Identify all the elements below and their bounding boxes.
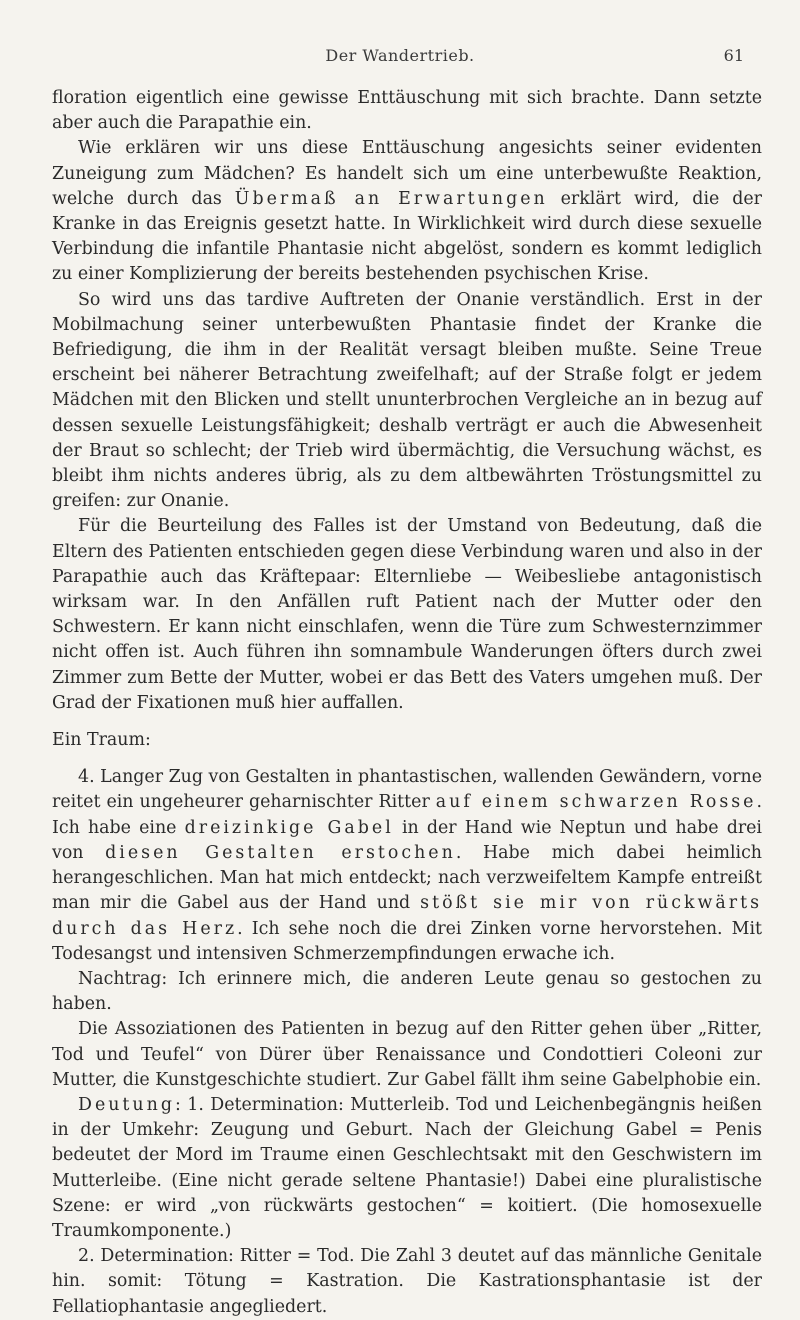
text-run: : 1. Determination: Mutterleib. Tod und Leichenbegängnis heißen in der Umkehr: Zeugung und Geburt. Nach der Gleichung Gabel = Penis bedeutet der Mord im Traume einen Geschlechtsakt mit den Geschwistern im Mutterleibe. (Eine nicht gerade seltene Phantasie!) Dabei eine pluralistische Szene: er wird „von rückwärts gestochen“ = koitiert. (Die homosexuelle Traumkomponente.) (52, 1094, 762, 1241)
paragraph (52, 1244, 762, 1320)
text-run: 4. Langer Zug von Gestalten in phantastischen, wallenden Gewändern, vorne reitet ein ungeheurer geharnischter Ritter (52, 767, 762, 813)
text-run: 2. Determination: Ritter = Tod. Die Zahl 3 deutet auf das männliche Genitale hin. somit: Tötung = Kastration. Die Kastrationsphantasie ist der Fellatiophantasie angegliedert. (52, 1246, 762, 1317)
paragraph (52, 1017, 762, 1093)
paragraph (52, 967, 762, 1017)
text-run: Für die Beurteilung des Falles ist der Umstand von Bedeutung, daß die Eltern des Patienten entschieden gegen diese Verbindung waren und also in der Parapathie auch das Kräftepaar: Elternliebe — Weibesliebe antagonistisch wirksam war. In den Anfällen ruft Patient nach der Mutter oder den Schwestern. Er kann nicht einschlafen, wenn die Türe zum Schwesternzimmer nicht offen ist. Auch führen ihn somnambule Wanderungen öfters durch zwei Zimmer zum Bette der Mutter, wobei er das Bett des Vaters umgehen muß. Der Grad der Fixationen muß hier auffallen. (52, 516, 762, 713)
text-run: . Habe mich dabei heimlich herangeschlichen. Man hat mich entdeckt; nach verzweifeltem Kampfe entreißt man mir die Gabel aus der Hand und (52, 842, 763, 914)
paragraph (52, 765, 762, 967)
text-run: So wird uns das tardive Auftreten der Onanie verständlich. Erst in der Mobilmachung seiner unterbewußten Phantasie findet der Kranke die Befriedigung, die ihm in der Realität versagt bleiben mußte. Seine Treue erscheint bei näherer Betrachtung zweifelhaft; auf der Straße folgt er jedem Mädchen mit den Blicken und stellt ununterbrochen Vergleiche an in bezug auf dessen sexuelle Leistungsfähigkeit; deshalb verträgt er auch die Abwesenheit der Braut so schlecht; der Trieb wird übermächtig, die Versuchung wächst, es bleibt ihm nichts anderes übrig, als zu dem altbewährten Tröstungsmittel zu greifen: zur Onanie. (52, 289, 762, 512)
text-run: floration eigentlich eine gewisse Enttäuschung mit sich brachte. Dann setzte aber auch die Parapathie ein. (52, 88, 762, 134)
paragraph (52, 514, 762, 716)
text-run: Nachtrag: Ich erinnere mich, die anderen Leute genau so gestochen zu haben. (52, 968, 762, 1015)
spaced-emphasis: Deutung (78, 1094, 175, 1115)
page-number: 61 (723, 46, 744, 65)
section-heading (52, 728, 762, 753)
text-run: in der Hand wie Neptun und habe drei von (52, 817, 762, 863)
paragraph (52, 86, 762, 136)
spaced-emphasis: dreizinkige Gabel (184, 817, 394, 838)
spaced-emphasis: auf einem schwarzen Rosse (435, 792, 757, 813)
text-run: erklärt wird, die der Kranke in das Ereignis gesetzt hatte. In Wirklichkeit wird durch diese sexuelle Verbindung die infantile Phantasie nicht abgelöst, sondern es kommt lediglich zu einer Komplizierung der bereits bestehenden psychischen Krise. (52, 188, 762, 285)
body-text (52, 86, 762, 1320)
text-run: Ein Traum: (52, 730, 151, 751)
text-run: . Ich sehe noch die drei Zinken vorne hervorstehen. Mit Todesangst und intensiven Schmerzempfindungen erwache ich. (52, 918, 762, 964)
spaced-emphasis: stößt sie mir von rückwärts durch das Herz (52, 893, 763, 939)
running-head: Der Wandertrieb. (325, 46, 475, 65)
paragraph (52, 1093, 762, 1244)
paragraph (52, 288, 762, 515)
spaced-emphasis: diesen Gestalten erstochen (105, 842, 456, 863)
text-run: Die Assoziationen des Patienten in bezug auf den Ritter gehen über „Ritter, Tod und Teufel“ von Dürer über Renaissance und Condottieri Coleoni zur Mutter, die Kunstgeschichte studiert. Zur Gabel fällt ihm seine Gabelphobie ein. (52, 1019, 762, 1090)
text-run: Wie erklären wir uns diese Enttäuschung angesichts seiner evidenten Zuneigung zum Mädchen? Es handelt sich um eine unterbewußte Reaktion, welche durch das (52, 138, 762, 209)
spaced-emphasis: Übermaß an Erwartungen (234, 188, 548, 209)
text-run: . Ich habe eine (52, 792, 762, 838)
paragraph (52, 136, 762, 287)
